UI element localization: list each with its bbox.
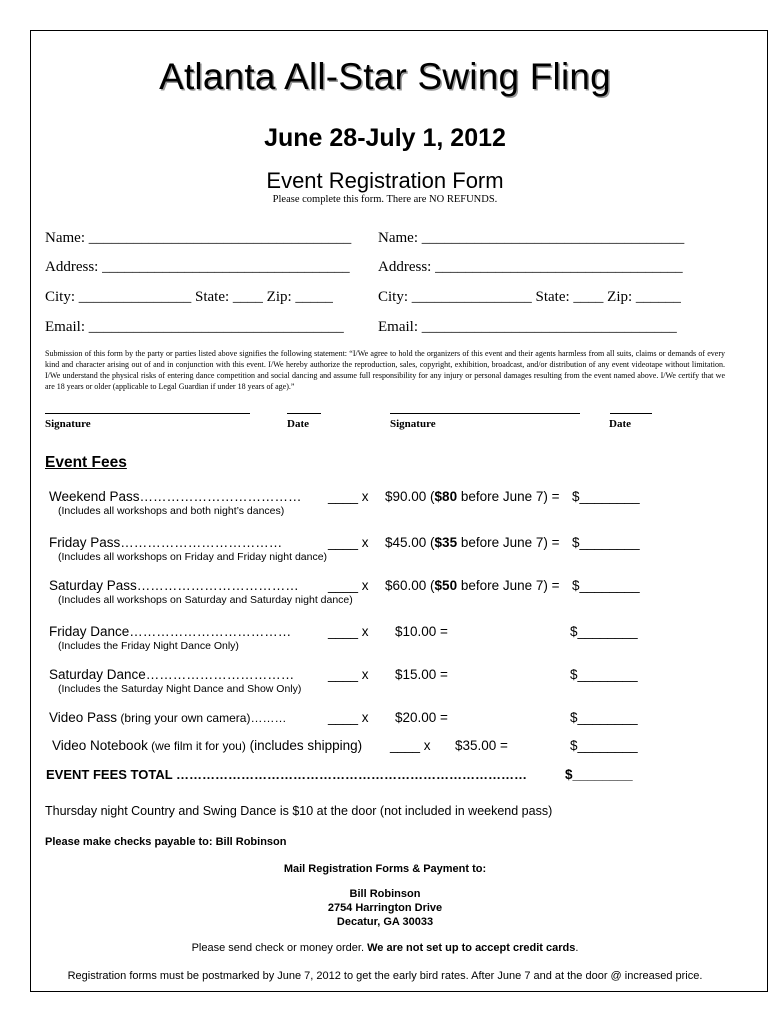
date-line-right[interactable]	[610, 413, 652, 414]
video-notebook-price: $35.00 =	[455, 738, 508, 753]
video-notebook-note: (we film it for you)	[147, 739, 246, 753]
saturday-dance-label: Saturday Dance……………………………	[49, 667, 295, 682]
postmark-note: Registration forms must be postmarked by June 7, 2012 to get the early bird rates. After June 7 and at the door @ increased price.	[67, 970, 703, 982]
saturday-pass-qty[interactable]: ____ x	[328, 578, 369, 593]
payment-note-a: Please send check or money order.	[191, 942, 365, 954]
event-fees-heading: Event Fees	[45, 454, 127, 471]
email-field-left[interactable]: Email: __________________________________	[45, 319, 344, 335]
signature-label-right: Signature	[390, 418, 436, 430]
friday-price-early: $35	[434, 535, 458, 550]
event-fees-total-value[interactable]: $________	[565, 767, 633, 782]
date-label-left: Date	[287, 418, 309, 430]
friday-pass-price	[385, 535, 560, 550]
saturday-dance-qty[interactable]: ____ x	[328, 667, 369, 682]
video-notebook-total[interactable]: $________	[570, 738, 638, 753]
name-field-left[interactable]: Name: ___________________________________	[45, 230, 352, 246]
saturday-dance-description: (Includes the Saturday Night Dance and Show Only)	[58, 683, 302, 695]
form-note: Please complete this form. There are NO REFUNDS.	[272, 194, 498, 205]
email-field-right[interactable]: Email: __________________________________	[378, 319, 677, 335]
friday-dance-price: $10.00 =	[395, 624, 448, 639]
saturday-price-note: before June 7) =	[457, 578, 560, 593]
address-field-left[interactable]: Address: _________________________________	[45, 259, 350, 275]
city-state-zip-field-right[interactable]: City: ________________ State: ____ Zip: ______	[378, 289, 681, 305]
friday-price-note: before June 7) =	[457, 535, 560, 550]
payment-note-c: .	[575, 942, 579, 954]
video-pass-price: $20.00 =	[395, 710, 448, 725]
saturday-pass-price	[385, 578, 560, 593]
friday-dance-total[interactable]: $________	[570, 624, 638, 639]
video-notebook-name: Video Notebook	[52, 738, 148, 753]
video-pass-qty[interactable]: ____ x	[328, 710, 369, 725]
mail-heading: Mail Registration Forms & Payment to:	[283, 863, 487, 875]
thursday-dance-note: Thursday night Country and Swing Dance is $10 at the door (not included in weekend pass)	[45, 804, 553, 818]
friday-pass-label: Friday Pass………………………………	[49, 535, 283, 550]
weekend-price-note: before June 7) =	[457, 489, 560, 504]
address-field-right[interactable]: Address: _________________________________	[378, 259, 683, 275]
checks-payable-note: Please make checks payable to: Bill Robinson	[45, 836, 287, 848]
mail-street: 2754 Harrington Drive	[327, 902, 443, 914]
friday-dance-description: (Includes the Friday Night Dance Only)	[58, 640, 239, 652]
name-field-right[interactable]: Name: ___________________________________	[378, 230, 685, 246]
payment-note-b: We are not set up to accept credit cards	[367, 942, 576, 954]
friday-price-regular: $45.00 (	[385, 535, 435, 550]
signature-line-left[interactable]	[45, 413, 250, 414]
video-notebook-label	[52, 738, 362, 753]
friday-dance-label: Friday Dance………………………………	[49, 624, 292, 639]
friday-pass-description: (Includes all workshops on Friday and Friday night dance)	[58, 551, 328, 563]
weekend-pass-description: (Includes all workshops and both night’s dances)	[58, 505, 285, 517]
friday-dance-qty[interactable]: ____ x	[328, 624, 369, 639]
video-notebook-shipping: (includes shipping)	[245, 738, 363, 753]
saturday-pass-total[interactable]: $________	[572, 578, 640, 593]
saturday-dance-total[interactable]: $________	[570, 667, 638, 682]
event-title: Atlanta All-Star Swing Fling	[159, 56, 611, 97]
date-label-right: Date	[609, 418, 631, 430]
weekend-pass-qty[interactable]: ____ x	[328, 489, 369, 504]
video-pass-label	[49, 710, 286, 725]
friday-pass-total[interactable]: $________	[572, 535, 640, 550]
date-line-left[interactable]	[287, 413, 321, 414]
signature-line-right[interactable]	[390, 413, 580, 414]
weekend-pass-total[interactable]: $________	[572, 489, 640, 504]
saturday-pass-description: (Includes all workshops on Saturday and Saturday night dance)	[58, 594, 353, 606]
event-dates: June 28-July 1, 2012	[264, 124, 506, 152]
weekend-pass-price	[385, 489, 560, 504]
weekend-price-early: $80	[434, 489, 458, 504]
city-state-zip-field-left[interactable]: City: _______________ State: ____ Zip: _____	[45, 289, 333, 305]
saturday-dance-price: $15.00 =	[395, 667, 448, 682]
form-title: Event Registration Form	[266, 168, 504, 193]
mail-city: Decatur, GA 30033	[336, 916, 434, 928]
weekend-pass-label: Weekend Pass………………………………	[49, 489, 302, 504]
saturday-price-regular: $60.00 (	[385, 578, 435, 593]
saturday-price-early: $50	[434, 578, 458, 593]
video-notebook-qty[interactable]: ____ x	[390, 738, 431, 753]
weekend-price-regular: $90.00 (	[385, 489, 435, 504]
signature-label-left: Signature	[45, 418, 91, 430]
mail-name: Bill Robinson	[349, 888, 421, 900]
waiver-statement: Submission of this form by the party or parties listed above signifies the following statement: “I/We agree to hold the organizers of this event and their agents harmless from all suits, claims or demands of every kind and character arising out of and in conjunction with this event. I/We hereby authorize the reproduction, sales, copyright, exhibition, broadcast, and/or distribution of any event videotape without limitation. I/We understand the physical risks of entering dance competition and social dancing and assume full responsibility for any injury or personal damages resulting from the event named above. I/We certify that we are 18 years or older (applicable to Legal Guardian if under 18 years of age).”	[45, 349, 725, 391]
friday-pass-qty[interactable]: ____ x	[328, 535, 369, 550]
saturday-pass-label: Saturday Pass………………………………	[49, 578, 299, 593]
video-pass-note: (bring your own camera)………	[117, 711, 287, 725]
video-pass-total[interactable]: $________	[570, 710, 638, 725]
event-fees-total-label: EVENT FEES TOTAL ………………………………………………………………………	[46, 767, 528, 782]
video-pass-name: Video Pass	[49, 710, 118, 725]
payment-note	[0, 942, 770, 954]
